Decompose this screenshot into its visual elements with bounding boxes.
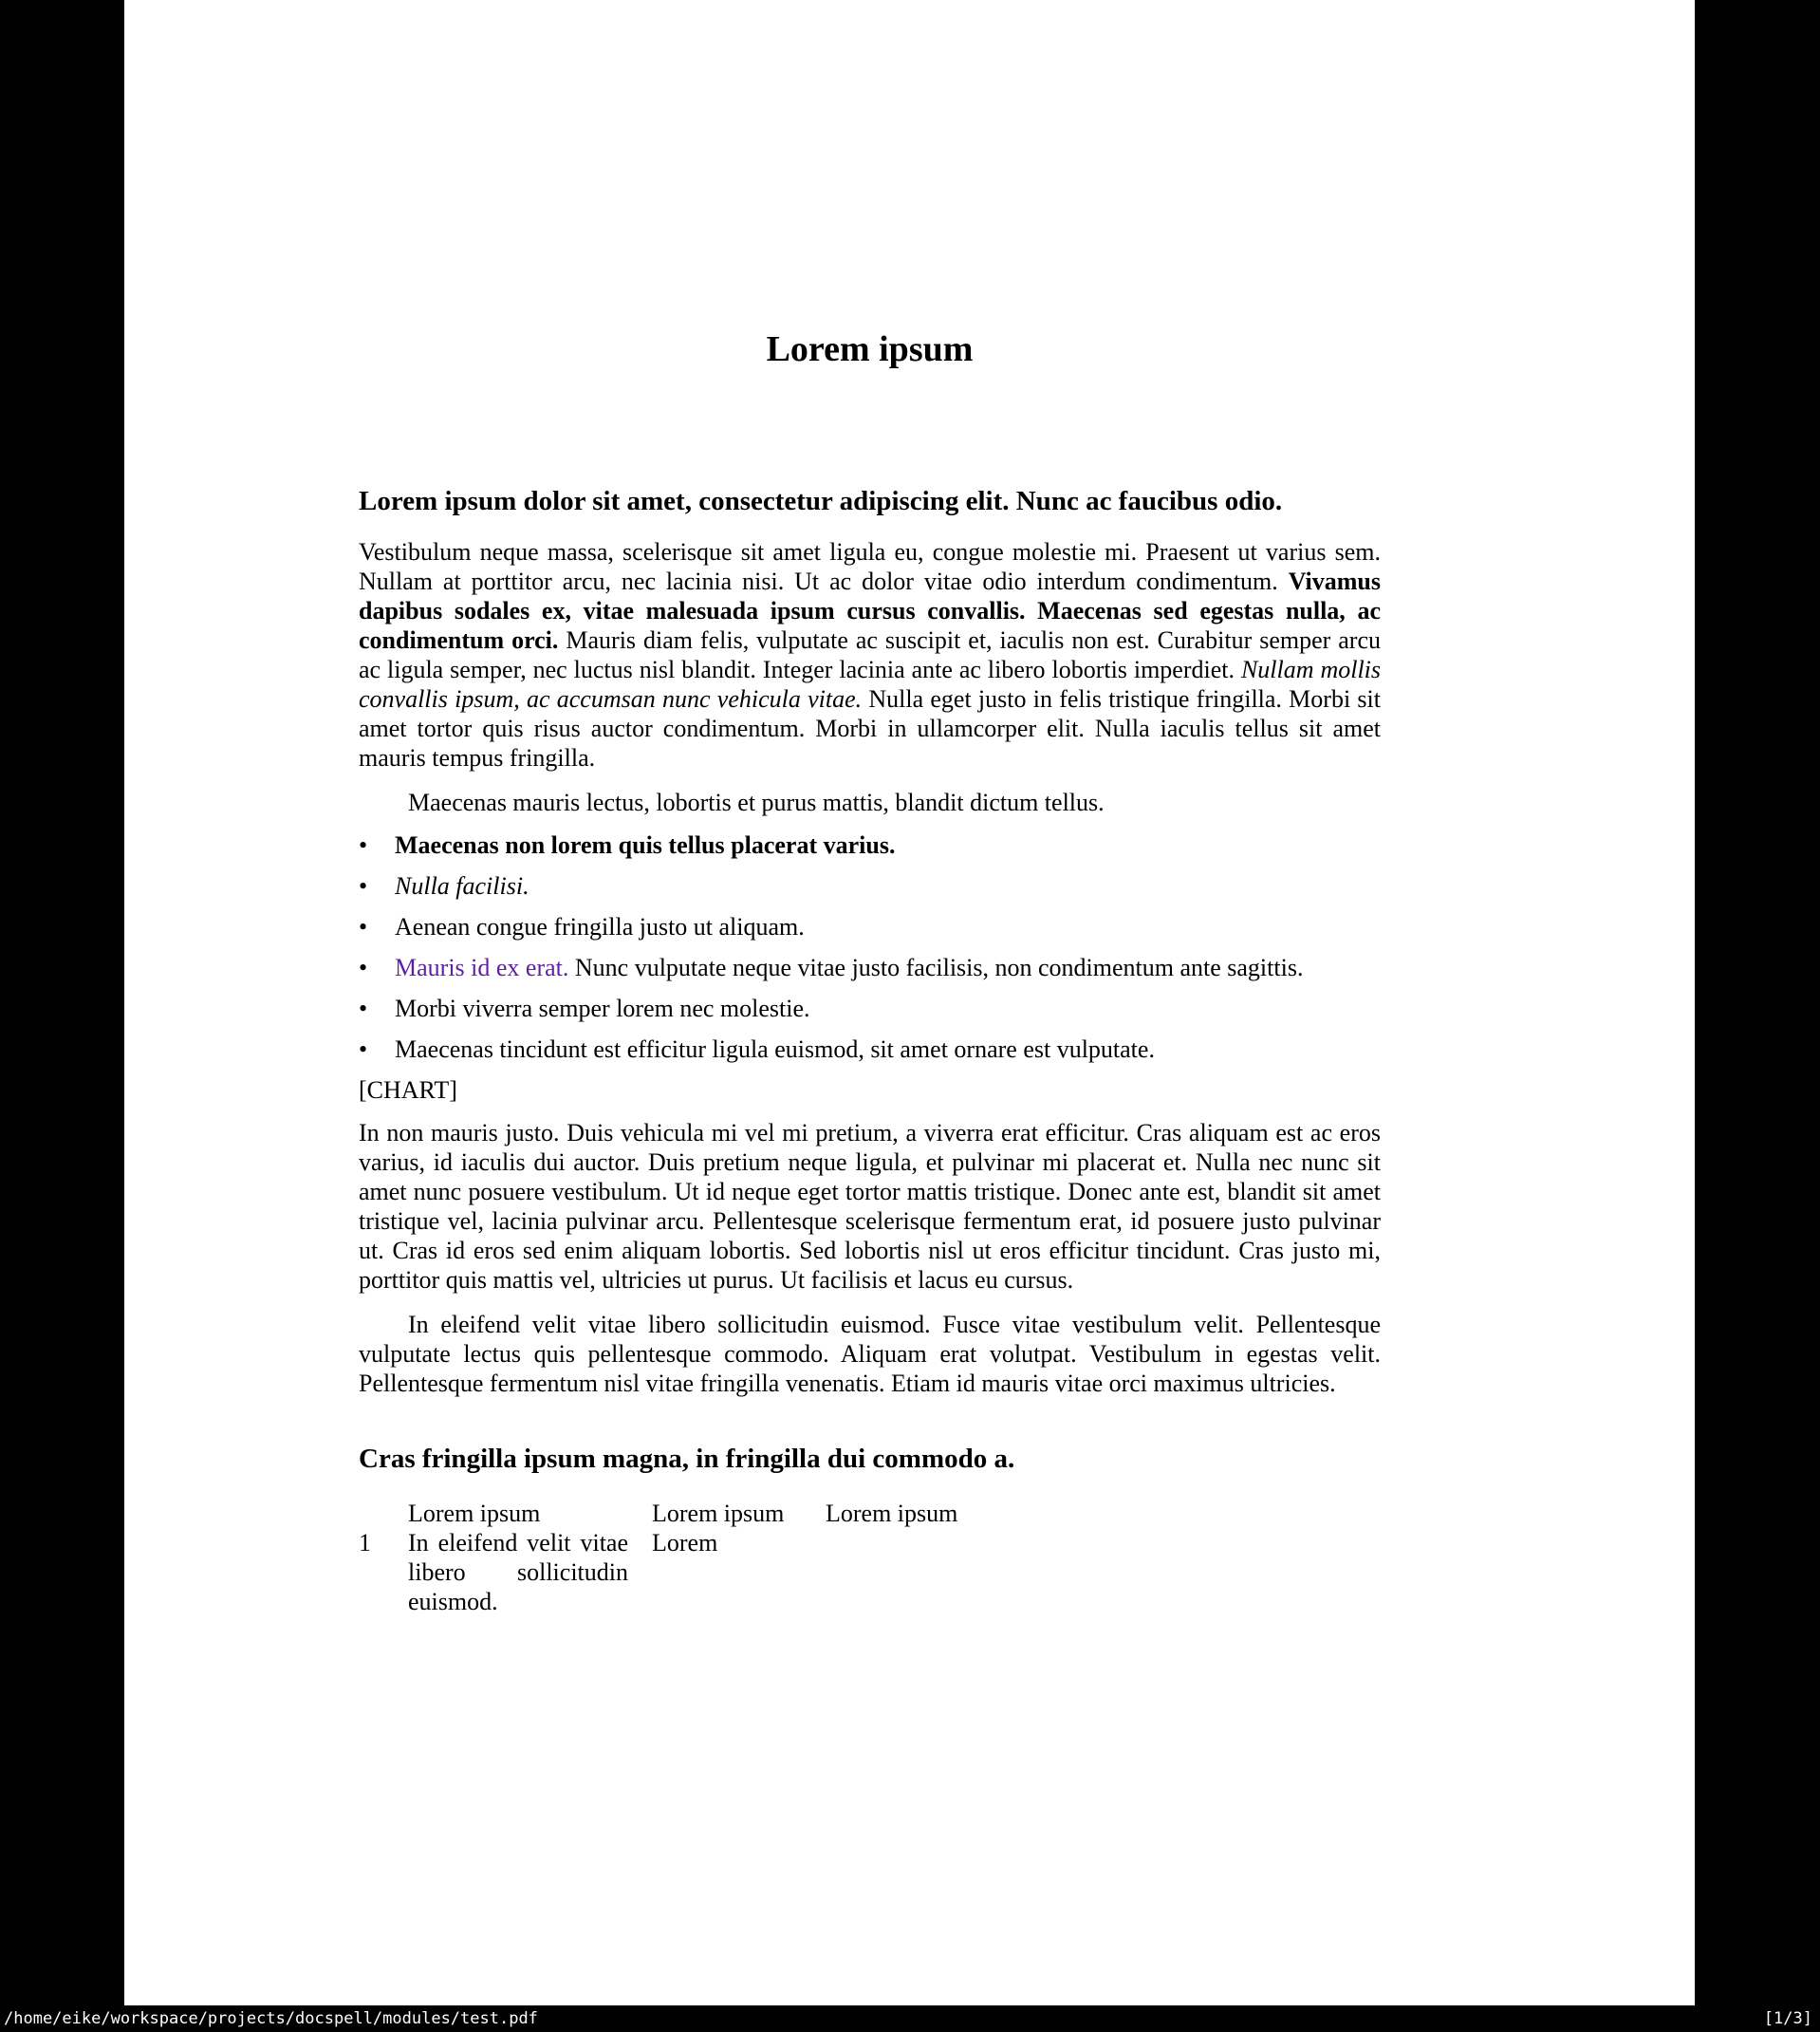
document-text-block [359,0,1381,1616]
paragraph-3: In eleifend velit vitae libero sollicitudin euismod. Fusce vitae vestibulum velit. Pellentesque vulputate lectus quis pellentesque commodo. Aliquam erat volutpat. Vestibulum in egestas velit. Pellentesque fermentum nisl vitae fringilla venenatis. Etiam id mauris vitae orci maximus ultricies. [359,1311,1381,1397]
list-item [395,994,1381,1023]
list-item-text: Morbi viverra semper lorem nec molestie. [395,995,810,1022]
list-item-text: Nunc vulputate neque vitae justo facilisis, non condimentum ante sagittis. [568,954,1304,981]
section1-heading: Lorem ipsum dolor sit amet, consectetur adipiscing elit. Nunc ac faucibus odio. [359,486,1283,516]
paragraph-1 [359,537,1381,773]
table-header-3: Lorem ipsum [826,1500,958,1527]
list-item [395,830,1381,860]
inline-link[interactable]: Mauris id ex erat. [395,954,569,981]
document-title: Lorem ipsum [766,329,974,369]
table-header-empty [359,1499,408,1528]
list-item [395,953,1381,982]
section2-heading: Cras fringilla ipsum magna, in fringilla dui commodo a. [359,1444,1015,1474]
paragraph-1-normal-2: Mauris diam felis, vulputate ac suscipit et, iaculis non est. Curabitur semper arcu ac ligula semper, nec luctus nisl blandit. Integer lacinia ante ac libero lobortis imperdiet. [359,626,1382,683]
list-item-text: Maecenas tincidunt est efficitur ligula euismod, sit amet ornare est vulputate. [395,1035,1155,1063]
pdf-page[interactable] [124,0,1695,2005]
list-item-text: Nulla facilisi. [395,872,529,900]
paragraph-1-normal-1: Vestibulum neque massa, scelerisque sit amet ligula eu, congue molestie mi. Praesent ut varius sem. Nullam at porttitor arcu, nec lacinia nisi. Ut ac dolor vitae odio interdum condimentum. [359,538,1381,595]
paragraph-1-italic: Nullam mollis convallis ipsum, ac accumsan nunc vehicula vitae. [359,656,1382,713]
bullet-list [359,830,1381,1064]
paragraph-2: In non mauris justo. Duis vehicula mi vel mi pretium, a viverra erat efficitur. Cras aliquam est ac eros varius, id iaculis dui auctor. Duis pretium neque ligula, et pulvinar mi placerat et. Nulla nec nunc sit amet nunc posuere vestibulum. Ut id neque eget tortor mattis tristique. Donec ante est, blandit sit amet tristique vel, lacinia pulvinar arcu. Pellentesque scelerisque fermentum erat, id posuere justo pulvinar ut. Cras id eros sed enim aliquam lobortis. Sed lobortis nisl ut eros efficitur tincidunt. Cras justo mi, porttitor quis mattis vel, ultricies ut purus. Ut facilisis et lacus eu cursus. [359,1119,1381,1294]
table-cell-1: In eleifend velit vitae libero sollicitudin euismod. [408,1529,628,1615]
paragraph-1-normal-3: Nulla eget justo in felis tristique fringilla. Morbi sit amet tortor quis risus auctor condimentum. Morbi in ullamcorper elit. Nulla iaculis tellus sit amet mauris tempus fringilla. [359,685,1381,772]
table-header-1: Lorem ipsum [408,1500,541,1527]
list-item [395,871,1381,901]
chart-placeholder: [CHART] [359,1076,457,1104]
list-item-text: Maecenas non lorem quis tellus placerat varius. [395,831,896,859]
list-item-text: Aenean congue fringilla justo ut aliquam. [395,913,805,941]
paragraph-indented: Maecenas mauris lectus, lobortis et purus mattis, blandit dictum tellus. [408,789,1105,816]
paragraph-1-bold: Vivamus dapibus sodales ex, vitae malesuada ipsum cursus convallis. Maecenas sed egestas nulla, ac condimentum orci. [359,568,1381,654]
table-cell-3 [826,1528,1015,1616]
statusbar-file-path: /home/eike/workspace/projects/docspell/modules/test.pdf [4,2009,538,2028]
list-item [395,1035,1381,1064]
list-item [395,912,1381,941]
document-table [359,1499,1381,1616]
statusbar-page-indicator: [1/3] [1763,2009,1812,2028]
table-cell-2: Lorem [652,1529,718,1557]
statusbar [0,2005,1820,2032]
table-row-number: 1 [359,1529,371,1557]
table-header-2: Lorem ipsum [652,1500,785,1527]
